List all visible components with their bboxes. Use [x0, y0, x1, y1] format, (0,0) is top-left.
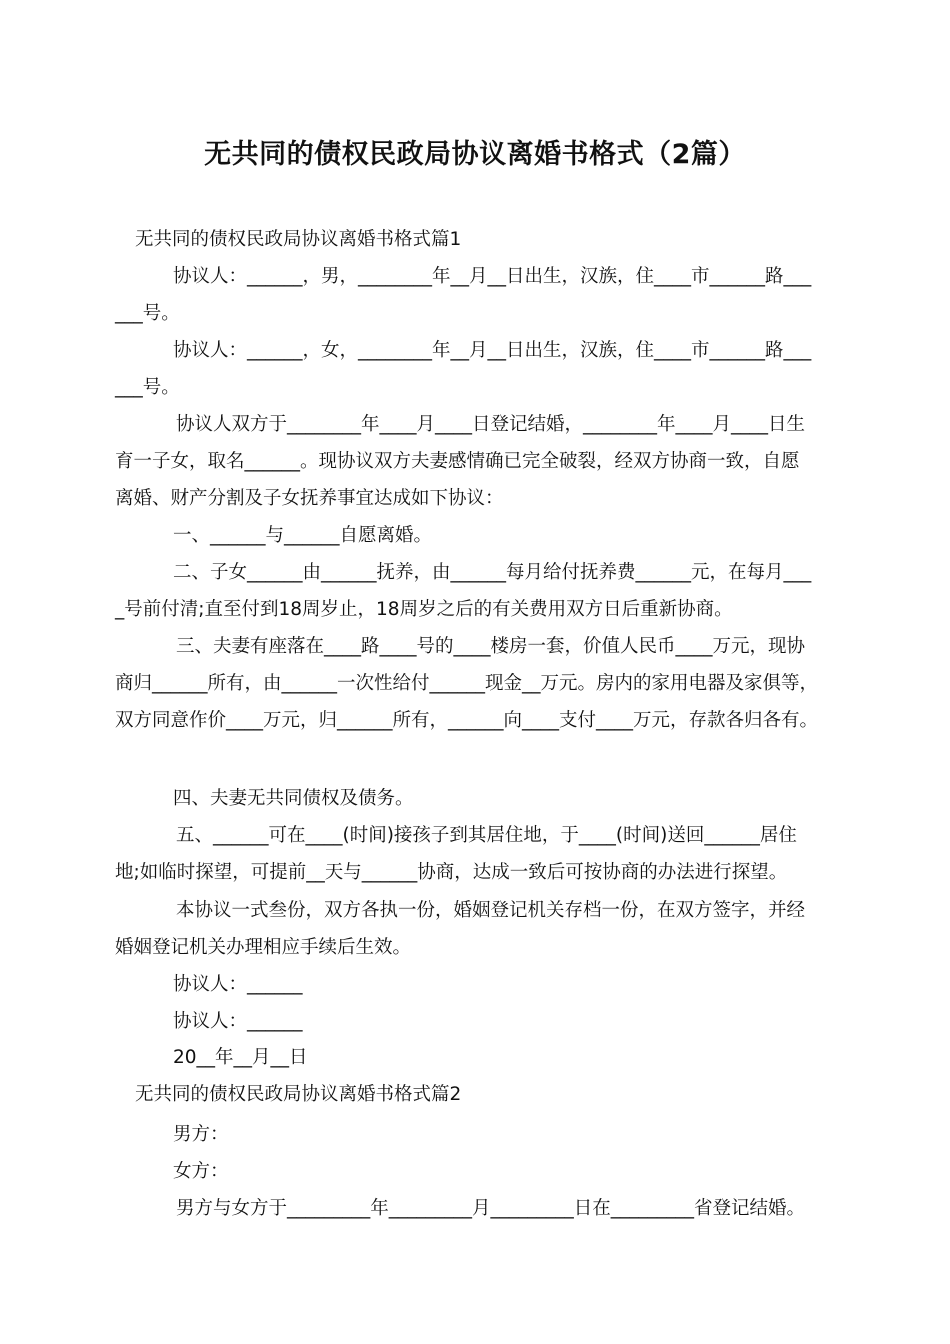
- clause-3-line-2: 商归______所有，由______一次性给付______现金__万元。房内的家用电器及家俱等，: [115, 673, 819, 694]
- effect-line-1: 本协议一式叁份，双方各执一份，婚姻登记机关存档一份，在双方签字，并经: [176, 900, 806, 921]
- clause-3-line-3: 双方同意作价____万元，归______所有，______向____支付____万元，存款各归各有。: [115, 710, 819, 731]
- male-party-field: 男方：: [173, 1124, 229, 1145]
- intro-line-1: 协议人双方于________年____月____日登记结婚，________年____月____日生: [176, 414, 806, 435]
- clause-2-line-1: 二、子女______由______抚养，由______每月给付抚养费______元，在每月___: [173, 562, 812, 583]
- party1-line-2: ___号。: [115, 303, 180, 324]
- party2-line-2: ___号。: [115, 377, 180, 398]
- signature-party-1: 协议人：______: [173, 974, 303, 995]
- intro-line-3: 离婚、财产分割及子女抚养事宜达成如下协议：: [115, 488, 504, 509]
- effect-line-2: 婚姻登记机关办理相应手续后生效。: [115, 937, 412, 958]
- clause-3-line-1: 三、夫妻有座落在____路____号的____楼房一套，价值人民币____万元，现协: [176, 636, 806, 657]
- party2-line-1: 协议人：______，女，________年__月__日出生，汉族，住____市______路___: [173, 340, 812, 361]
- clause-1: 一、______与______自愿离婚。: [173, 525, 433, 546]
- signature-party-2: 协议人：______: [173, 1011, 303, 1032]
- clause-4: 四、夫妻无共同债权及债务。: [173, 788, 414, 809]
- clause-2-line-2: _号前付清;直至付到18周岁止，18周岁之后的有关费用双方日后重新协商。: [115, 599, 733, 620]
- female-party-field: 女方：: [173, 1161, 229, 1182]
- document-title: 无共同的债权民政局协议离婚书格式（2篇）: [204, 139, 746, 170]
- section-heading-2: 无共同的债权民政局协议离婚书格式篇2: [135, 1084, 462, 1105]
- section-heading-1: 无共同的债权民政局协议离婚书格式篇1: [135, 229, 462, 250]
- clause-5-line-2: 地;如临时探望，可提前__天与______协商，达成一致后可按协商的办法进行探望。: [115, 862, 788, 883]
- intro-line-2: 育一子女，取名______。现协议双方夫妻感情确已完全破裂，经双方协商一致，自愿: [115, 451, 800, 472]
- clause-5-line-1: 五、______可在____(时间)接孩子到其居住地，于____(时间)送回______居住: [176, 825, 797, 846]
- signature-date: 20__年__月__日: [173, 1047, 308, 1068]
- party1-line-1: 协议人：______，男，________年__月__日出生，汉族，住____市______路___: [173, 266, 812, 287]
- marriage-registration-line: 男方与女方于_________年_________月_________日在_________省登记结婚。: [176, 1198, 806, 1219]
